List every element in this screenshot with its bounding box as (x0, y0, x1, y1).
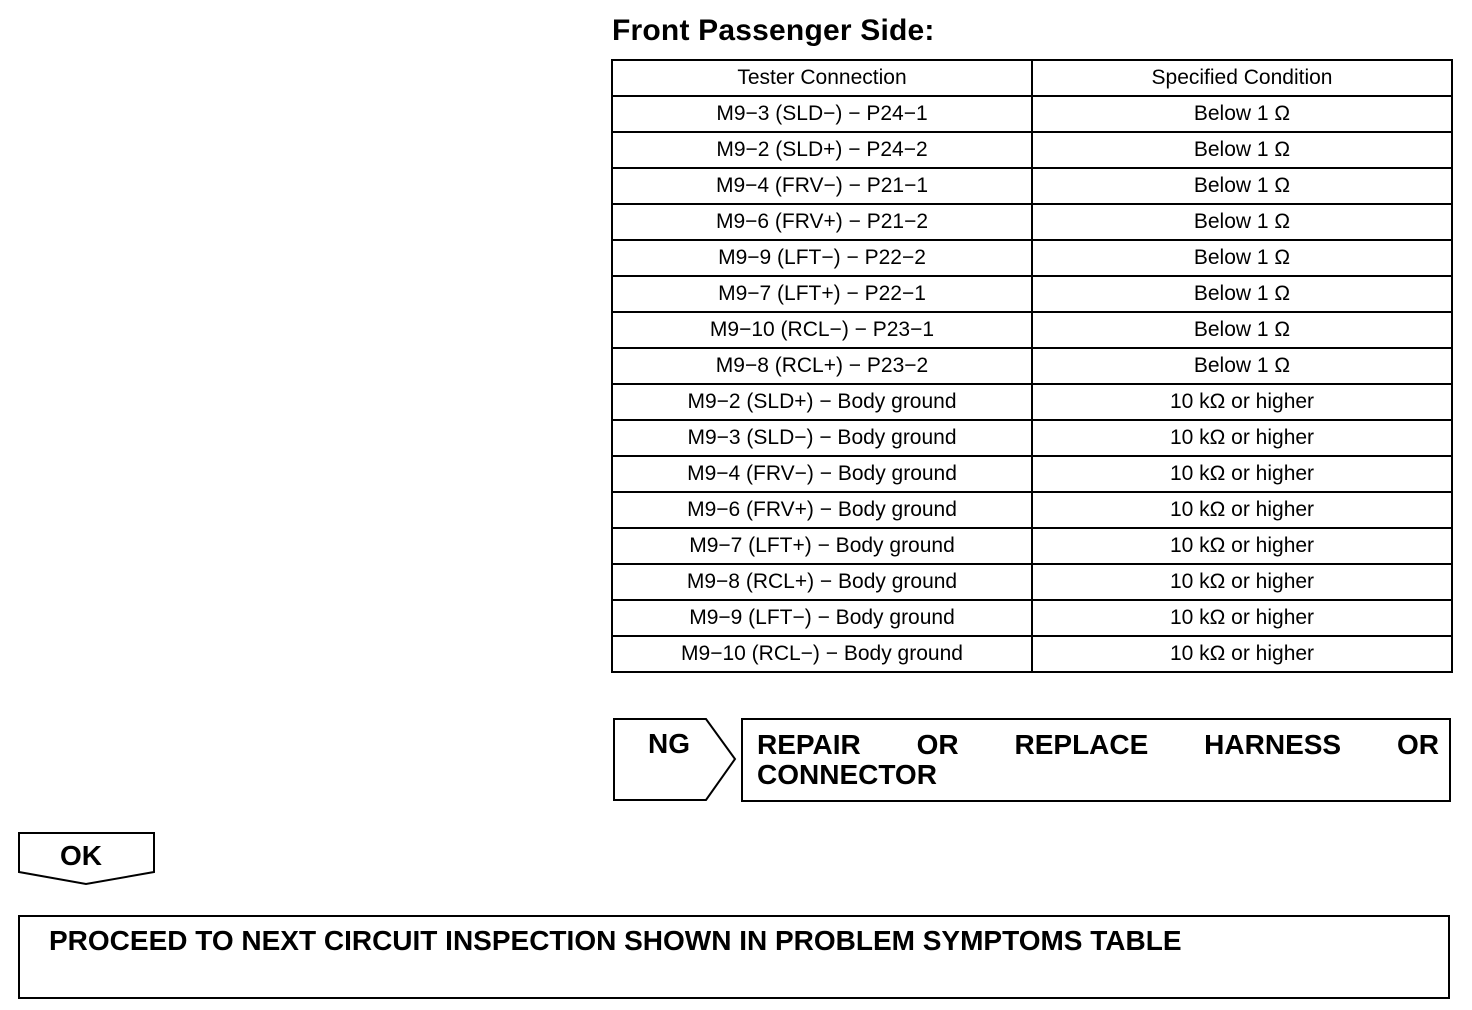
table-row (612, 564, 1452, 600)
table-body (612, 96, 1452, 672)
table-row (612, 492, 1452, 528)
table-row (612, 276, 1452, 312)
table-row (612, 348, 1452, 384)
ng-label: NG (648, 728, 690, 759)
tester-connection-cell: M9−4 (FRV−) − P21−1 (612, 168, 1032, 204)
tester-connection-cell: M9−9 (LFT−) − Body ground (612, 600, 1032, 636)
tester-connection-cell: M9−10 (RCL−) − P23−1 (612, 312, 1032, 348)
tester-connection-cell: M9−7 (LFT+) − P22−1 (612, 276, 1032, 312)
header-specified-condition: Specified Condition (1032, 60, 1452, 96)
table-row (612, 204, 1452, 240)
specified-condition-cell: Below 1 Ω (1032, 276, 1452, 312)
ok-label: OK (60, 840, 102, 871)
table-row (612, 420, 1452, 456)
table-row (612, 132, 1452, 168)
table-row (612, 636, 1452, 672)
specified-condition-cell: Below 1 Ω (1032, 348, 1452, 384)
tester-connection-cell: M9−6 (FRV+) − Body ground (612, 492, 1032, 528)
table-row (612, 96, 1452, 132)
table-row (612, 528, 1452, 564)
tester-connection-cell: M9−8 (RCL+) − Body ground (612, 564, 1032, 600)
specified-condition-cell: 10 kΩ or higher (1032, 636, 1452, 672)
table-row (612, 600, 1452, 636)
ng-action-box (741, 718, 1451, 802)
table-row (612, 312, 1452, 348)
table-row (612, 384, 1452, 420)
specified-condition-cell: 10 kΩ or higher (1032, 492, 1452, 528)
inspection-table (611, 59, 1453, 673)
section-title: Front Passenger Side: (612, 14, 935, 47)
ng-action-line1: REPAIR OR REPLACE HARNESS OR (757, 729, 1439, 760)
tester-connection-cell: M9−3 (SLD−) − P24−1 (612, 96, 1032, 132)
table-header-row (612, 60, 1452, 96)
tester-connection-cell: M9−4 (FRV−) − Body ground (612, 456, 1032, 492)
tester-connection-cell: M9−2 (SLD+) − P24−2 (612, 132, 1032, 168)
specified-condition-cell: 10 kΩ or higher (1032, 600, 1452, 636)
tester-connection-cell: M9−10 (RCL−) − Body ground (612, 636, 1032, 672)
specified-condition-cell: Below 1 Ω (1032, 168, 1452, 204)
proceed-box (18, 915, 1450, 999)
header-tester-connection: Tester Connection (612, 60, 1032, 96)
proceed-text: PROCEED TO NEXT CIRCUIT INSPECTION SHOWN IN PROBLEM SYMPTOMS TABLE (49, 925, 1182, 956)
tester-connection-cell: M9−6 (FRV+) − P21−2 (612, 204, 1032, 240)
specified-condition-cell: Below 1 Ω (1032, 204, 1452, 240)
table-row (612, 456, 1452, 492)
specified-condition-cell: 10 kΩ or higher (1032, 564, 1452, 600)
specified-condition-cell: Below 1 Ω (1032, 132, 1452, 168)
table-row (612, 240, 1452, 276)
specified-condition-cell: Below 1 Ω (1032, 312, 1452, 348)
tester-connection-cell: M9−3 (SLD−) − Body ground (612, 420, 1032, 456)
tester-connection-cell: M9−7 (LFT+) − Body ground (612, 528, 1032, 564)
tester-connection-cell: M9−8 (RCL+) − P23−2 (612, 348, 1032, 384)
table-row (612, 168, 1452, 204)
specified-condition-cell: Below 1 Ω (1032, 240, 1452, 276)
specified-condition-cell: 10 kΩ or higher (1032, 456, 1452, 492)
specified-condition-cell: 10 kΩ or higher (1032, 384, 1452, 420)
ng-action-line2: CONNECTOR (757, 759, 937, 790)
ng-action-text (757, 730, 1439, 790)
specified-condition-cell: 10 kΩ or higher (1032, 420, 1452, 456)
ok-indicator (18, 832, 156, 886)
specified-condition-cell: 10 kΩ or higher (1032, 528, 1452, 564)
tester-connection-cell: M9−2 (SLD+) − Body ground (612, 384, 1032, 420)
ng-indicator (613, 718, 737, 802)
specified-condition-cell: Below 1 Ω (1032, 96, 1452, 132)
tester-connection-cell: M9−9 (LFT−) − P22−2 (612, 240, 1032, 276)
